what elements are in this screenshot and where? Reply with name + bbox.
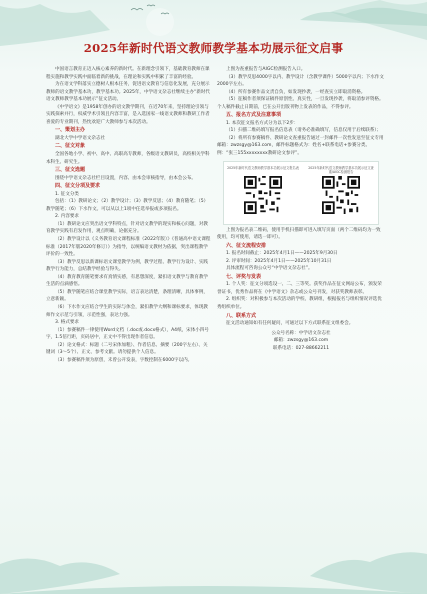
contact-item: 征文活动通知如有任何疑问，可通过以下方式联系征文组委会。: [226, 321, 354, 327]
schedule-item: 1. 报名时间截止：2025年4月1日——2025年9月30日: [226, 251, 338, 257]
page-title: 2025年新时代语文教师教学基本功展示征文启事: [83, 41, 344, 55]
section-heading-topics: 三、征文选题: [55, 167, 86, 174]
registration-item: （2）将所有参赛稿件、教研论文查重报告通过一封邮件一次性发送至征文专用邮箱：zwzsgy@163.com，邮件标题格式为：姓名+联系电话+参赛分类。例：“张三155xxxxxxxx教研论文参评”。: [217, 135, 384, 157]
category-item: （2）论文格式：标题（二号宋体加粗）、作者信息、摘要（200字左右）、关键词（3～5个）、正文、参考文献。请勿提供个人信息。: [46, 342, 208, 356]
section-heading-audience: 二、征文对象: [55, 143, 86, 150]
category-item: （3）教学反思以新课标语文课堂教学为例，教学过程、教学行为设计、实践教学行为能力，总结教学经验与得失。: [46, 259, 208, 273]
category-item: 1. 征文分类: [55, 191, 79, 197]
intro-paragraph-3: 《中学语文》是1958年创办的语文教学期刊，在近70年来，坚持理论引领与实践探索并行，权威学术引领且内容丰富，是入选国家一线语文教师和教研工作者喜爱的专业期刊，热忱欢迎广大教师参与本次活动。: [46, 104, 210, 125]
registration-item: 1. 本次征文报名方式分为以下2步：: [226, 120, 299, 126]
section-heading-schedule: 六、征文流程安排: [226, 242, 267, 249]
category-item: 包括：（1）教研论文；（2）教学设计；（3）教学反思；（4）教育随笔；（5）教学随笔；（6）下水作文。可以从以上1项中任选举报或多项报名。: [46, 199, 209, 212]
registration-item: （1）扫描二维码填写报名信息表（请务必准确填写，信息仅用于后续联系）；: [226, 128, 382, 134]
awards-item: 1. 个人奖：征文分项选设一、二、三等奖。获奖作品在征文网站公布，颁发荣誉证书，优秀作品将在《中学语文》杂志或公众号刊发，对获奖教师表彰。: [217, 282, 382, 295]
category-item: （4）教育教育随笔要求有真情实感，有思想深度，紧扣语文教学与教育教学生活的点滴感悟。: [46, 274, 208, 288]
section-heading-contact: 八、联系方式: [226, 312, 257, 319]
requirement-item: （3）教学反思4000字以内、教学设计（含教学课件）5000字以内；下水作文2000字左右。: [217, 74, 384, 88]
qr-code-panel: [223, 161, 379, 225]
schedule-item: 具体流程可咨询公众号“中学语文杂志社”。: [226, 266, 313, 272]
category-item: （1）教研论文应突出语文学科特点，针对语文教学的现实和核心问题，对教育教学实践有启发作用，观点明确，论据充分。: [46, 221, 208, 235]
birds-decoration: [125, 2, 185, 22]
requirement-item: （5）征稿作者须保证稿件原创性、真实性，一旦发现抄袭，将取消参评资格。个人稿件截止日期前，已在公开出版刊物上发表的作品，不得参评。: [217, 97, 384, 110]
qr-caption-report: 2025年新时代语文教师教学基本功展示征文查重/AIGC检测报告: [308, 165, 374, 174]
contact-account: 公众号名称：中学语文杂志社: [271, 330, 331, 336]
section-heading-registration: 五、报名方式及注意事项: [226, 112, 282, 119]
organizer-text: 湖北大学中学语文杂志社: [55, 135, 106, 141]
audience-text: 全国各地小学、初中、高中、高职高专教师，各级语文教研员，高校相关学科本科生、研究生。: [46, 152, 210, 165]
topics-text: 围绕中学语文杂志社栏目设置，内容、由本会审核指导，由本会公布。: [55, 175, 196, 181]
category-item: （2）教学设计以《义务教育语文课程标准（2022年版）》《普通高中语文课程标准（2017年版2020年修订）》为指导，以统编语文教材为依据，突出课程教学评价的一致性。: [46, 237, 211, 258]
contact-phone: 联系电话：027-88662211: [272, 345, 330, 351]
requirement-item: 上图为查重报告与AIGC检测报告入口。: [226, 67, 306, 72]
report-qr-code[interactable]: [322, 176, 360, 214]
section-heading-awards: 七、评奖与发表: [226, 273, 262, 280]
right-column: [217, 66, 385, 352]
registration-qr-code[interactable]: [244, 176, 282, 214]
schedule-item: 2. 评审时间：2025年4月1日——2025年10月31日: [226, 258, 332, 264]
section-heading-categories: 四、征文分项及要求: [55, 183, 101, 190]
category-item: （1）参赛稿件一律使用Word文档（.doc或.docx格式），A4纸，宋体小四号字，1.5倍行距，页码居中，正文中不得出现作者信息。: [46, 327, 209, 341]
category-item: （3）参赛稿件须为原创，未曾公开发表，字数控制在6000字以内。: [55, 357, 193, 363]
qr-instructions: 上图为报名表二维码，使用手机扫描即可进入填写页面（两个二维码均为一致使用，均可使用，请选一即可）。: [217, 227, 381, 241]
left-column: [46, 66, 211, 364]
intro-paragraph-2: 为在语文学科落实立德树人根本任务，促进语文教育与信息化发展，充分展示教师的语文教学基本功，教学基本功。2025年，中学语文杂志社继续主办“新时代语文教师教学基本功展示”征文活动。: [46, 82, 210, 103]
requirement-item: （4）所有参赛作品文责自负，如发现抄袭，一经查实立即取消资格。: [226, 89, 366, 95]
awards-item: 2. 组织奖：对积极参与本次活动的学校、教研组，根据报名与组织情况评选优秀组织单位。: [217, 297, 382, 311]
contact-email[interactable]: 邮箱：zwzsgy@163.com: [273, 338, 329, 344]
intro-paragraph-1: 中国语言教育正迈入核心素养的新时代。在新理念引领下，基础教育教师在课程实施和教学实践中面临着新的挑战，在理论和实践中积累了丰富的经验。: [46, 67, 210, 80]
category-item: 2. 内容要求: [55, 214, 79, 220]
category-item: （6）下水作文应结合学生的实际与体会，紧扣教学大纲和课标要求，体现教师作文示范与引领，示范性强，表达力强。: [46, 304, 208, 318]
mountain-bottom-decoration: [0, 534, 427, 594]
section-heading-organizer: 一、策划主办: [55, 127, 86, 134]
category-item: 3. 格式要求: [55, 320, 79, 326]
category-item: （5）教学随笔应结合课堂教学实际，语言表达清楚，条理清晰，具体事例，立意新颖。: [46, 289, 208, 303]
qr-caption-registration: 2025年新时代语文教师教学基本功展示征文报名表: [227, 165, 299, 170]
